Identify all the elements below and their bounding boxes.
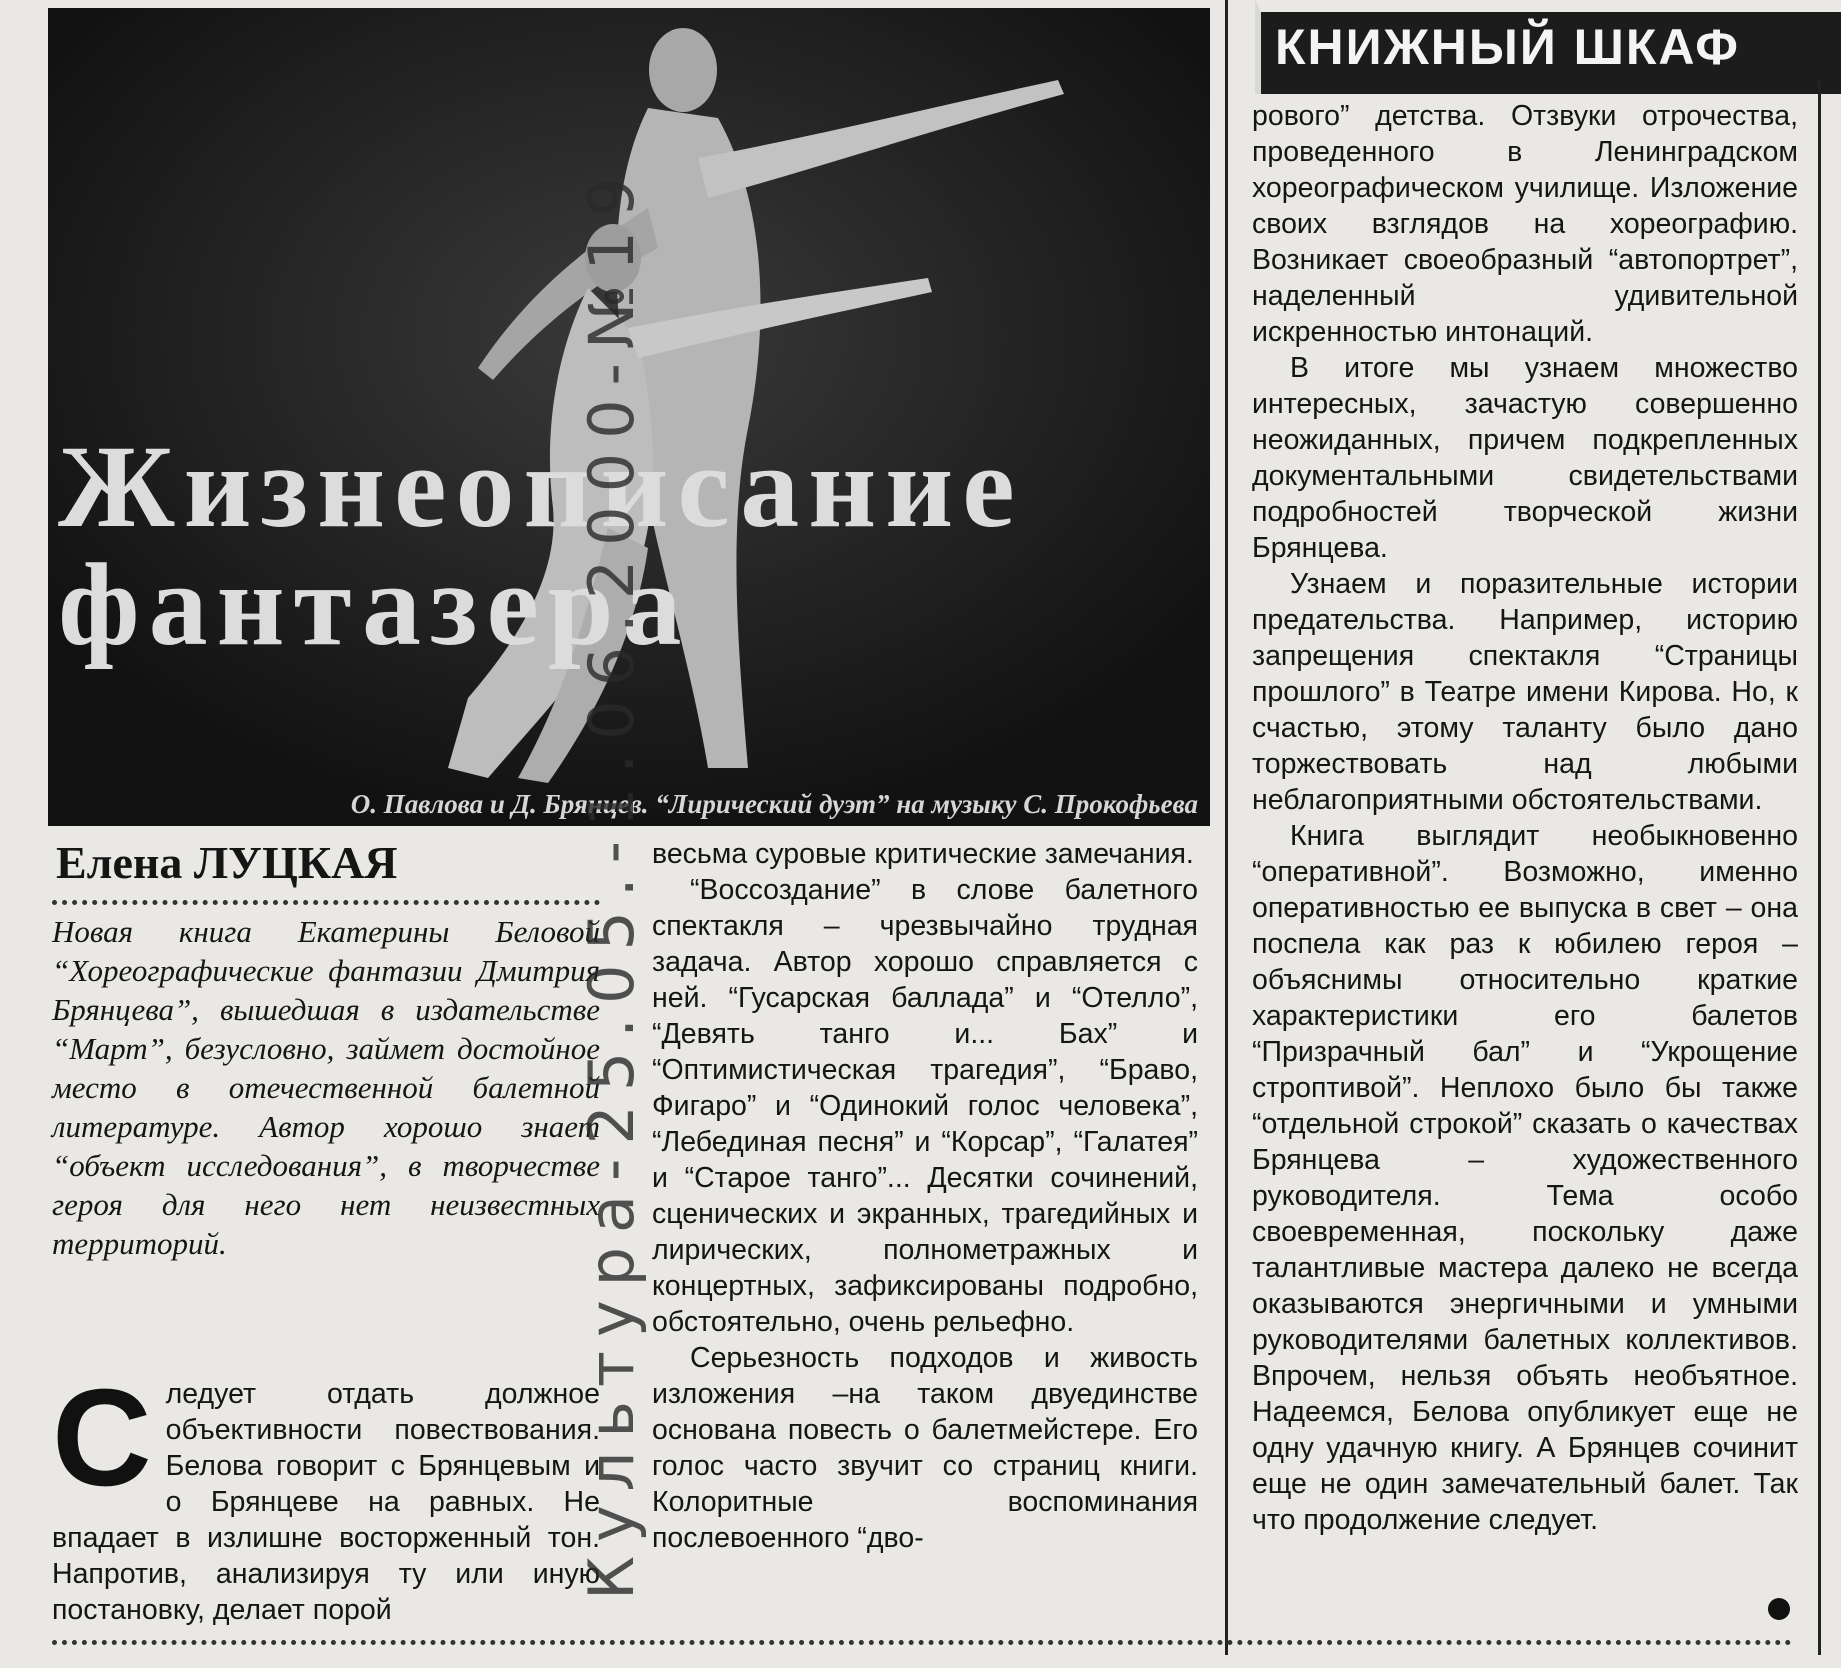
column-1-text: ледует отдать должное объективности повествования. Белова говорит с Брянцевым и о Брянцеве на равных. Не впадает в излишне восторженный тон. Напротив, анализируя ту или иную постановку, делает порой [52,1378,600,1626]
rubric-header [1255,0,1841,94]
paragraph: Узнаем и поразительные истории предательства. Например, историю запрещения спектакля “Страницы прошлого” в Театре имени Кирова. Но, к счастью, этому таланту было дано торжествовать над любыми неблагоприятными обстоятельствами. [1252,568,1798,816]
paragraph: В итоге мы узнаем множество интересных, зачастую совершенно неожиданных, причем подкрепленных документальными свидетельствами подробностей творческой жизни Брянцева. [1252,352,1798,564]
column-rule [1225,0,1228,1655]
column-1-body [52,1361,600,1628]
column-2 [652,836,1198,1556]
byline-divider [52,900,600,905]
article-lead: Новая книга Екатерины Беловой “Хореографические фантазии Дмитрия Брянцева”, вышедшая в издательстве “Март”, безусловно, займет достойное место в отечественной балетной литературе. Автор хорошо знает “объект исследования”, в творчестве героя для него нет неизвестных территорий. [52,914,600,1261]
handwritten-note: Культура-25.05.-1.06.2000-№19 [575,163,648,1600]
photo-caption: О. Павлова и Д. Брянцев. “Лирический дуэт” на музыку С. Прокофьева [350,789,1198,819]
column-3 [1252,98,1798,1538]
male-dancer-head [649,28,717,112]
drop-cap: С [52,1361,152,1515]
end-of-article-mark [1768,1598,1790,1620]
paragraph: Книга выглядит необыкновенно “оперативной”. Возможно, именно оперативностью ее выпуска в свет – она поспела как раз к юбилею героя – объяснимы относительно краткие характеристики его балетов “Призрачный бал” и “Укрощение строптивой”. Неплохо было бы также “отдельной строкой” сказать о качествах Брянцева – художественного руководителя. Тема особо своевременная, поскольку даже талантливые мастера далеко не всегда оказываются энергичными и умными руководителями балетных коллективов. Впрочем, нельзя объять необъятное. Надеемся, Белова опубликует еще не одну удачную книгу. А Брянцев сочинит еще не один замечательный балет. Так что продолжение следует. [1252,820,1798,1536]
byline: Елена ЛУЦКАЯ [56,837,398,888]
bottom-divider [52,1640,1792,1645]
right-edge-rule [1818,80,1821,1655]
paragraph: “Воссоздание” в слове балетного спектакля – чрезвычайно трудная задача. Автор хорошо справляется с ней. “Гусарская баллада” и “Отелло”, “Девять танго и... Бах” и “Оптимистическая трагедия”, “Браво, Фигаро” и “Одинокий голос человека”, “Лебединая песня” и “Корсар”, “Галатея” и “Старое танго”... Десятки сочинений, сценических и экранных, трагедийных и лирических, полнометражных и концертных, зафиксированы подробно, обстоятельно, очень рельефно. [652,874,1198,1338]
paragraph: рового” детства. Отзвуки отрочества, проведенного в Ленинградском хореографическом училище. Изложение своих взглядов на хореографию. Возникает своеобразный “автопортрет”, наделенный удивительной искренностью интонаций. [1252,100,1798,348]
paragraph: весьма суровые критические замечания. [652,838,1194,870]
article-headline: Жизнеописание фантазера [58,421,1024,670]
paragraph: Серьезность подходов и живость изложения –на таком двуединстве основана повесть о балетмейстере. Его голос часто звучит со страниц книги. Колоритные воспоминания послевоенного “дво- [652,1342,1198,1554]
rubric-title: КНИЖНЫЙ ШКАФ [1275,19,1740,75]
